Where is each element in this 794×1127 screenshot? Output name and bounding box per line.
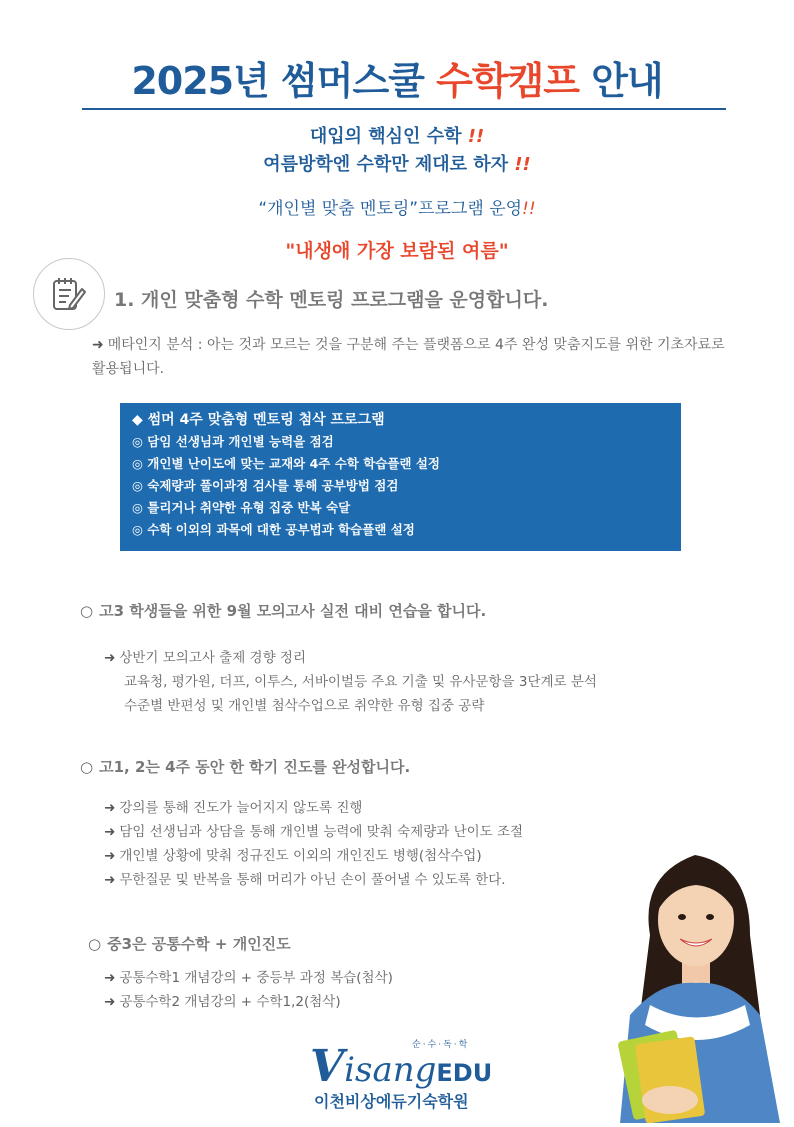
arrow-icon: ➜ [104,800,116,816]
page-title: 2025년 썸머스쿨 수학캠프 안내 [131,59,663,103]
program-box-title: ◆ 썸머 4주 맞춤형 멘토링 첨삭 프로그램 [132,412,385,428]
program-item: ◎ 틀리거나 취약한 유형 집중 반복 숙달 [132,500,351,515]
section3-list [104,796,523,892]
section3-title: ○ 고1, 2는 4주 동안 한 학기 진도를 완성합니다. [80,758,411,776]
title-divider [82,108,726,110]
logo-tagline: 순·수·독·학 [412,1040,470,1050]
list-item: ➜ 강의를 통해 진도가 늘어지지 않도록 진행 [104,800,363,816]
section1-description: ➜ 메타인지 분석 : 아는 것과 모르는 것을 구분해 주는 플랫폼으로 4주 완성 맞춤지도를 위한 기초자료로 활용됩니다. [92,337,725,377]
arrow-icon: ➜ [92,337,104,353]
tagline-3: “개인별 맞춤 멘토링”프로그램 운영!! [258,199,536,219]
arrow-icon: ➜ [104,970,116,986]
arrow-icon: ➜ [104,824,116,840]
section2-title: ○ 고3 학생들을 위한 9월 모의고사 실전 대비 연습을 합니다. [80,602,487,620]
tagline-slogan: "내생애 가장 보람된 여름" [285,240,509,262]
section2-list [104,646,597,718]
list-item: ➜ 상반기 모의고사 출제 경향 정리 [104,650,307,666]
program-item: ◎ 숙제량과 풀이과정 검사를 통해 공부방법 점검 [132,478,399,493]
section4-list [104,966,393,1014]
list-item: 수준별 반편성 및 개인별 첨삭수업으로 취약한 유형 집중 공략 [124,698,485,714]
circle-bullet-icon: ○ [80,758,94,776]
program-item: ◎ 수학 이외의 과목에 대한 공부법과 학습플랜 설정 [132,522,415,537]
student-illustration [600,815,794,1123]
list-item: ➜ 개인별 상황에 맞춰 정규진도 이외의 개인진도 병행(첨삭수업) [104,848,482,864]
program-item: ◎ 개인별 난이도에 맞는 교재와 4주 수학 학습플랜 설정 [132,456,440,471]
arrow-icon: ➜ [104,650,116,666]
section1-title: 1. 개인 맞춤형 수학 멘토링 프로그램을 운영합니다. [114,289,549,311]
program-box [120,403,681,551]
circle-bullet-icon: ○ [88,935,102,953]
program-item: ◎ 담임 선생님과 개인별 능력을 점검 [132,434,334,449]
visang-edu-logo [300,1035,500,1115]
list-item: ➜ 무한질문 및 반복을 통해 머리가 아닌 손이 풀어낼 수 있도록 한다. [104,872,506,888]
list-item: ➜ 담임 선생님과 상담을 통해 개인별 능력에 맞춰 숙제량과 난이도 조절 [104,824,524,840]
section4-title: ○ 중3은 공통수학 + 개인진도 [88,935,291,953]
tagline-2: 여름방학엔 수학만 제대로 하자 !! [263,154,531,175]
tagline-1: 대입의 핵심인 수학 !! [309,126,485,147]
arrow-icon: ➜ [104,872,116,888]
list-item: ➜ 공통수학1 개념강의 + 중등부 과정 복습(첨삭) [104,970,393,986]
arrow-icon: ➜ [104,848,116,864]
notepad-pencil-icon [33,258,105,330]
list-item: 교육청, 평가원, 더프, 이투스, 서바이벌등 주요 기출 및 유사문항을 3단계로 분석 [124,674,597,690]
logo-academy-name: 이천비상에듀기숙학원 [314,1092,469,1111]
logo-wordmark: VisangEDU [310,1041,493,1092]
circle-bullet-icon: ○ [80,602,94,620]
arrow-icon: ➜ [104,994,116,1010]
list-item: ➜ 공통수학2 개념강의 + 수학1,2(첨삭) [104,994,341,1010]
